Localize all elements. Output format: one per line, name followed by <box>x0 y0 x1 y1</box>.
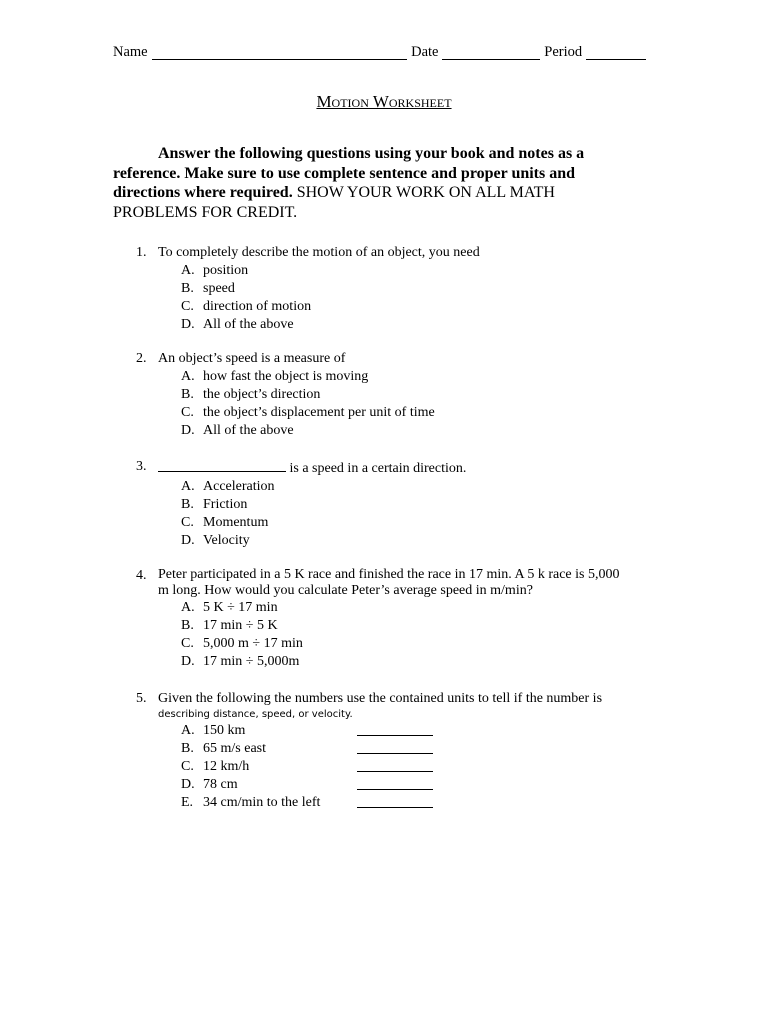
answer-blank-line[interactable] <box>357 807 433 808</box>
instructions-text: Answer the following questions using your book and notes as a reference. Make sure to use complete sentence and proper units and directions where required. <box>113 145 585 201</box>
question-4 <box>136 567 656 671</box>
option-c[interactable]: C. the object’s displacement per unit of time <box>181 405 435 420</box>
option-b[interactable]: B. speed <box>181 281 235 296</box>
question-text-continued: describing distance, speed, or velocity. <box>158 709 353 720</box>
option-c[interactable]: C. Momentum <box>181 515 269 530</box>
option-b[interactable]: B. Friction <box>181 497 248 512</box>
question-text: To completely describe the motion of an object, you need <box>158 245 480 260</box>
option-d[interactable]: D. Velocity <box>181 533 250 548</box>
question-text: An object’s speed is a measure of <box>158 351 346 366</box>
question-2 <box>136 350 656 440</box>
option-d[interactable]: D. 17 min ÷ 5,000m <box>181 654 300 669</box>
fill-in-blank-line[interactable] <box>158 458 286 472</box>
item-a: A. 150 km <box>181 722 656 740</box>
option-c[interactable]: C. direction of motion <box>181 299 312 314</box>
name-blank-line[interactable] <box>152 44 407 60</box>
answer-options <box>181 368 656 440</box>
answer-blank-line[interactable] <box>357 753 433 754</box>
option-a[interactable]: A. how fast the object is moving <box>181 369 369 384</box>
option-b[interactable]: B. 17 min ÷ 5 K <box>181 618 278 633</box>
answer-blank-line[interactable] <box>357 735 433 736</box>
answer-blank-line[interactable] <box>357 789 433 790</box>
worksheet-title: Motion Worksheet <box>316 92 452 111</box>
question-1 <box>136 244 656 334</box>
question-number: 5. <box>136 691 147 706</box>
answer-options <box>181 262 656 334</box>
answer-options <box>181 722 656 812</box>
question-number: 3. <box>136 459 147 474</box>
question-5 <box>136 690 656 812</box>
date-blank-line[interactable] <box>442 44 540 60</box>
answer-options <box>181 478 656 550</box>
instructions-emphasis: SHOW YOUR WORK ON ALL MATH PROBLEMS FOR CREDIT. <box>113 184 555 221</box>
question-number: 1. <box>136 245 147 260</box>
period-blank-line[interactable] <box>586 44 646 60</box>
item-d: D. 78 cm <box>181 776 656 794</box>
instructions <box>113 144 618 222</box>
question-text: Peter participated in a 5 K race and finished the race in 17 min. A 5 k race is 5,000 m long. How would you calculate Peter’s average speed in m/min? <box>158 567 620 598</box>
question-number: 4. <box>136 568 147 583</box>
option-b[interactable]: B. the object’s direction <box>181 387 321 402</box>
name-label: Name <box>113 44 148 60</box>
option-c[interactable]: C. 5,000 m ÷ 17 min <box>181 636 303 651</box>
option-a[interactable]: A. position <box>181 263 249 278</box>
question-text: is a speed in a certain direction. <box>289 461 467 476</box>
option-a[interactable]: A. 5 K ÷ 17 min <box>181 600 278 615</box>
date-label: Date <box>411 44 439 60</box>
question-text: Given the following the numbers use the contained units to tell if the number is <box>158 691 603 706</box>
option-d[interactable]: D. All of the above <box>181 423 294 438</box>
option-d[interactable]: D. All of the above <box>181 317 294 332</box>
period-label: Period <box>544 44 583 60</box>
question-3 <box>136 458 656 550</box>
question-number: 2. <box>136 351 147 366</box>
answer-options <box>181 599 656 671</box>
student-info-header <box>113 44 650 61</box>
answer-blank-line[interactable] <box>357 771 433 772</box>
option-a[interactable]: A. Acceleration <box>181 479 275 494</box>
item-c: C. 12 km/h <box>181 758 656 776</box>
item-e: E. 34 cm/min to the left <box>181 794 656 812</box>
item-b: B. 65 m/s east <box>181 740 656 758</box>
